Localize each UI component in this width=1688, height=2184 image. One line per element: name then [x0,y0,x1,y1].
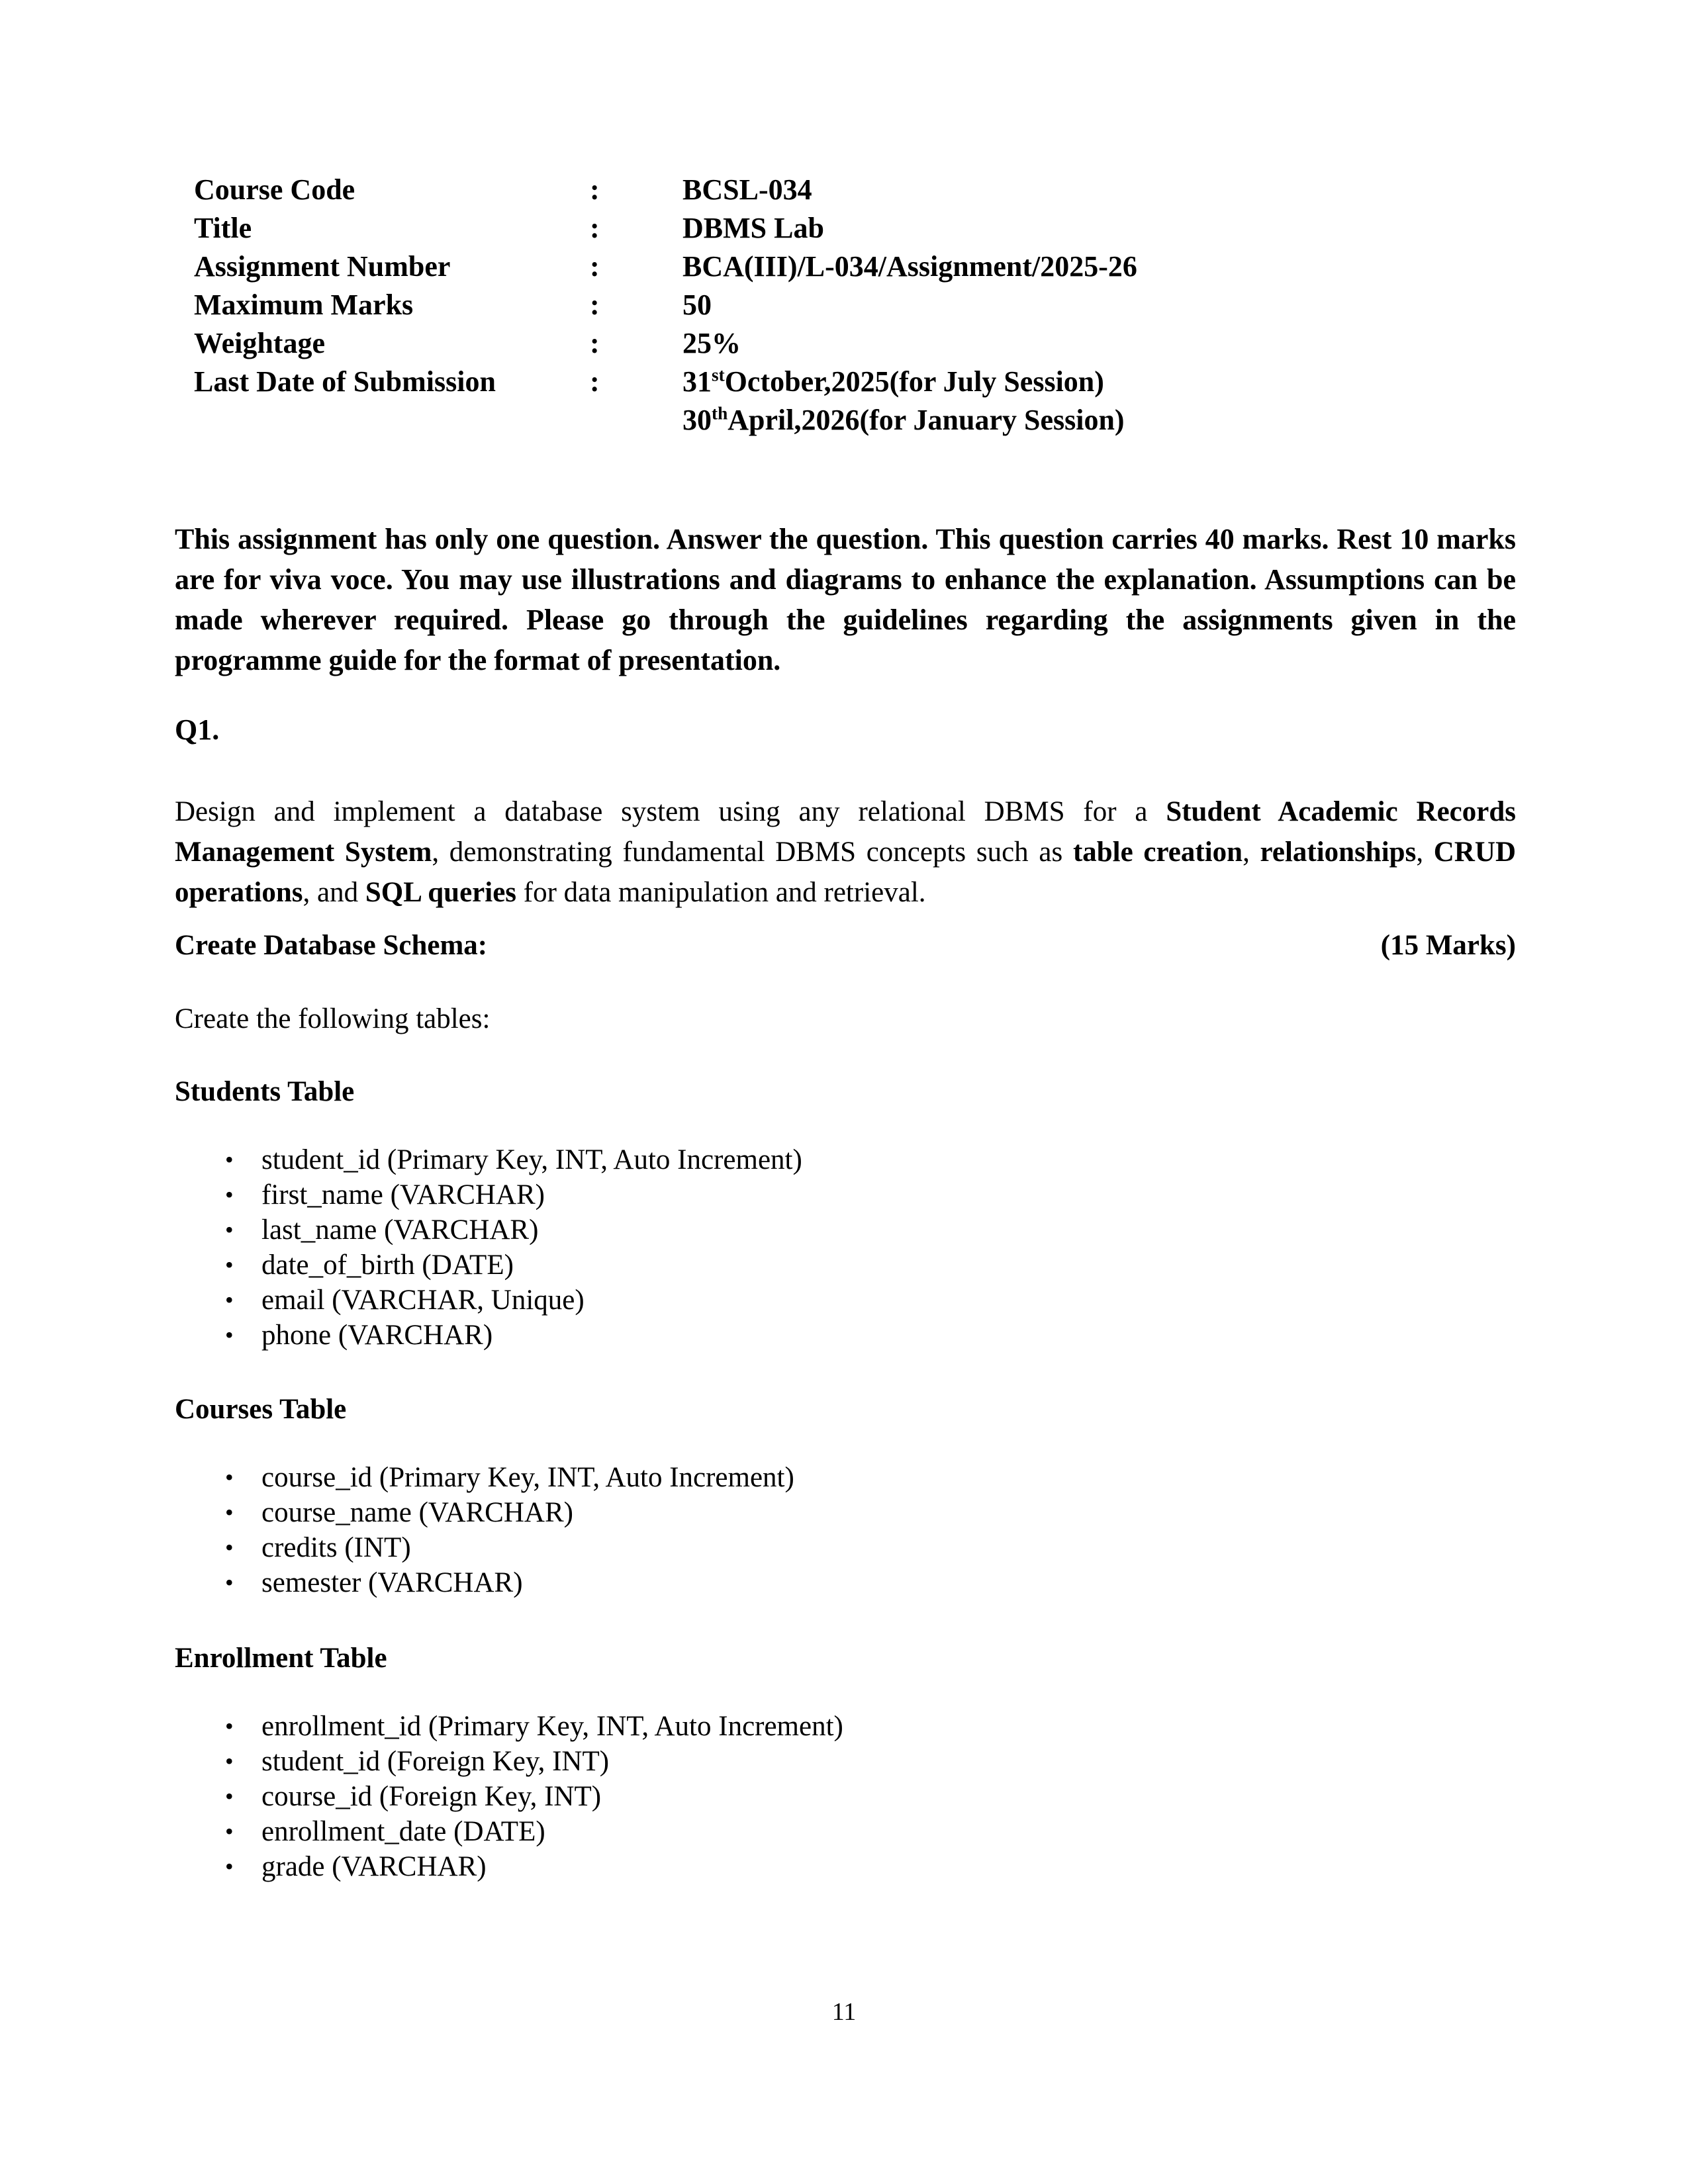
students-table-field-list [175,1142,1516,1353]
meta-label-assignment-number: Assignment Number [194,250,451,283]
meta-row-title [194,209,1319,248]
question-number: Q1. [175,713,220,746]
schema-instruction: Create the following tables: [175,1003,491,1034]
meta-row-last-date [194,363,1319,401]
field-list-item: • course_name (VARCHAR) [175,1495,1516,1530]
date-ordinal-january: th [712,403,728,424]
meta-value-course-code: BCSL-034 [682,173,812,206]
question-body-run-2: , demonstrating fundamental DBMS concepts such as [432,837,1073,868]
courses-table-fields-wrap [175,1460,1516,1600]
field-list-item: • semester (VARCHAR) [175,1565,1516,1600]
meta-row-weightage [194,324,1319,363]
meta-colon-last-date: : [590,365,600,398]
field-list-item: • student_id (Primary Key, INT, Auto Increment) [175,1142,1516,1177]
meta-label-maximum-marks: Maximum Marks [194,289,414,321]
schema-instruction-wrap [175,1002,1516,1036]
courses-table-heading: Courses Table [175,1394,347,1425]
question-number-wrap [175,713,1516,747]
courses-table-section [175,1392,1516,1427]
students-table-heading: Students Table [175,1076,355,1107]
meta-colon-maximum-marks: : [590,289,600,321]
meta-label-last-date: Last Date of Submission [194,365,496,398]
meta-value-last-date-january [682,401,1319,439]
question-body-run-6: , [1416,837,1434,868]
meta-value-last-date-july [682,363,1319,401]
field-list-item: • student_id (Foreign Key, INT) [175,1744,1516,1779]
assignment-meta-block [194,171,1319,439]
meta-label-title: Title [194,212,252,244]
intro-paragraph-wrap [175,519,1516,680]
field-list-item: • enrollment_date (DATE) [175,1814,1516,1849]
meta-colon-course-code: : [590,173,600,206]
date-day-january: 30 [682,404,712,436]
enrollment-table-section [175,1641,1516,1676]
meta-value-weightage: 25% [682,327,741,359]
enrollment-table-fields-wrap [175,1709,1516,1884]
question-body-run-8: , and [303,877,365,908]
meta-label-weightage: Weightage [194,327,325,359]
field-list-item: • email (VARCHAR, Unique) [175,1283,1516,1318]
enrollment-table-field-list [175,1709,1516,1884]
meta-value-assignment-number: BCA(III)/L-034/Assignment/2025-26 [682,250,1137,283]
date-rest-january: April,2026(for January Session) [727,404,1125,436]
students-table-section [175,1075,1516,1109]
field-list-item: • phone (VARCHAR) [175,1318,1516,1353]
field-list-item: • credits (INT) [175,1530,1516,1565]
meta-value-title: DBMS Lab [682,212,824,244]
schema-heading: Create Database Schema: [175,930,488,961]
schema-marks: (15 Marks) [1380,930,1516,961]
meta-label-course-code: Course Code [194,173,355,206]
question-body-run-3: table creation [1072,837,1243,868]
meta-colon-weightage: : [590,327,600,359]
field-list-item: • enrollment_id (Primary Key, INT, Auto Increment) [175,1709,1516,1744]
field-list-item: • first_name (VARCHAR) [175,1177,1516,1212]
question-body-run-0: Design and implement a database system using any relational DBMS for a [175,796,1166,827]
field-list-item: • grade (VARCHAR) [175,1849,1516,1884]
courses-table-field-list [175,1460,1516,1600]
intro-paragraph: This assignment has only one question. Answer the question. This question carries 40 marks. Rest 10 marks are for viva voce. You may use illustrations and diagrams to enhance the explanation. Assumptions can be made wherever required. Please go through the guidelines regarding the assignments given in the programme guide for the format of presentation. [175,523,1516,676]
meta-value-maximum-marks: 50 [682,289,712,321]
meta-row-course-code [194,171,1319,209]
field-list-item: • last_name (VARCHAR) [175,1212,1516,1248]
question-body-run-5: relationships [1260,837,1417,868]
meta-row-assignment-number [194,248,1319,286]
question-body-run-1: Student Academic Records Management System [175,796,1516,868]
date-rest-july: October,2025(for July Session) [724,365,1104,398]
question-body-run-7: CRUD operations [175,837,1516,908]
question-body-run-9: SQL queries [365,877,517,908]
question-body-run-10: for data manipulation and retrieval. [516,877,926,908]
enrollment-table-heading: Enrollment Table [175,1643,387,1674]
page-number: 11 [831,1998,857,2026]
meta-colon-assignment-number: : [590,250,600,283]
meta-row-maximum-marks [194,286,1319,324]
question-body-wrap [175,792,1516,913]
date-ordinal-july: st [712,365,725,385]
students-table-fields-wrap [175,1142,1516,1353]
question-body-run-4: , [1243,837,1260,868]
field-list-item: • course_id (Primary Key, INT, Auto Increment) [175,1460,1516,1495]
meta-colon-title: : [590,212,600,244]
field-list-item: • date_of_birth (DATE) [175,1248,1516,1283]
field-list-item: • course_id (Foreign Key, INT) [175,1779,1516,1814]
question-body-paragraph [175,792,1516,913]
schema-heading-row [175,929,1516,963]
date-day-july: 31 [682,365,712,398]
